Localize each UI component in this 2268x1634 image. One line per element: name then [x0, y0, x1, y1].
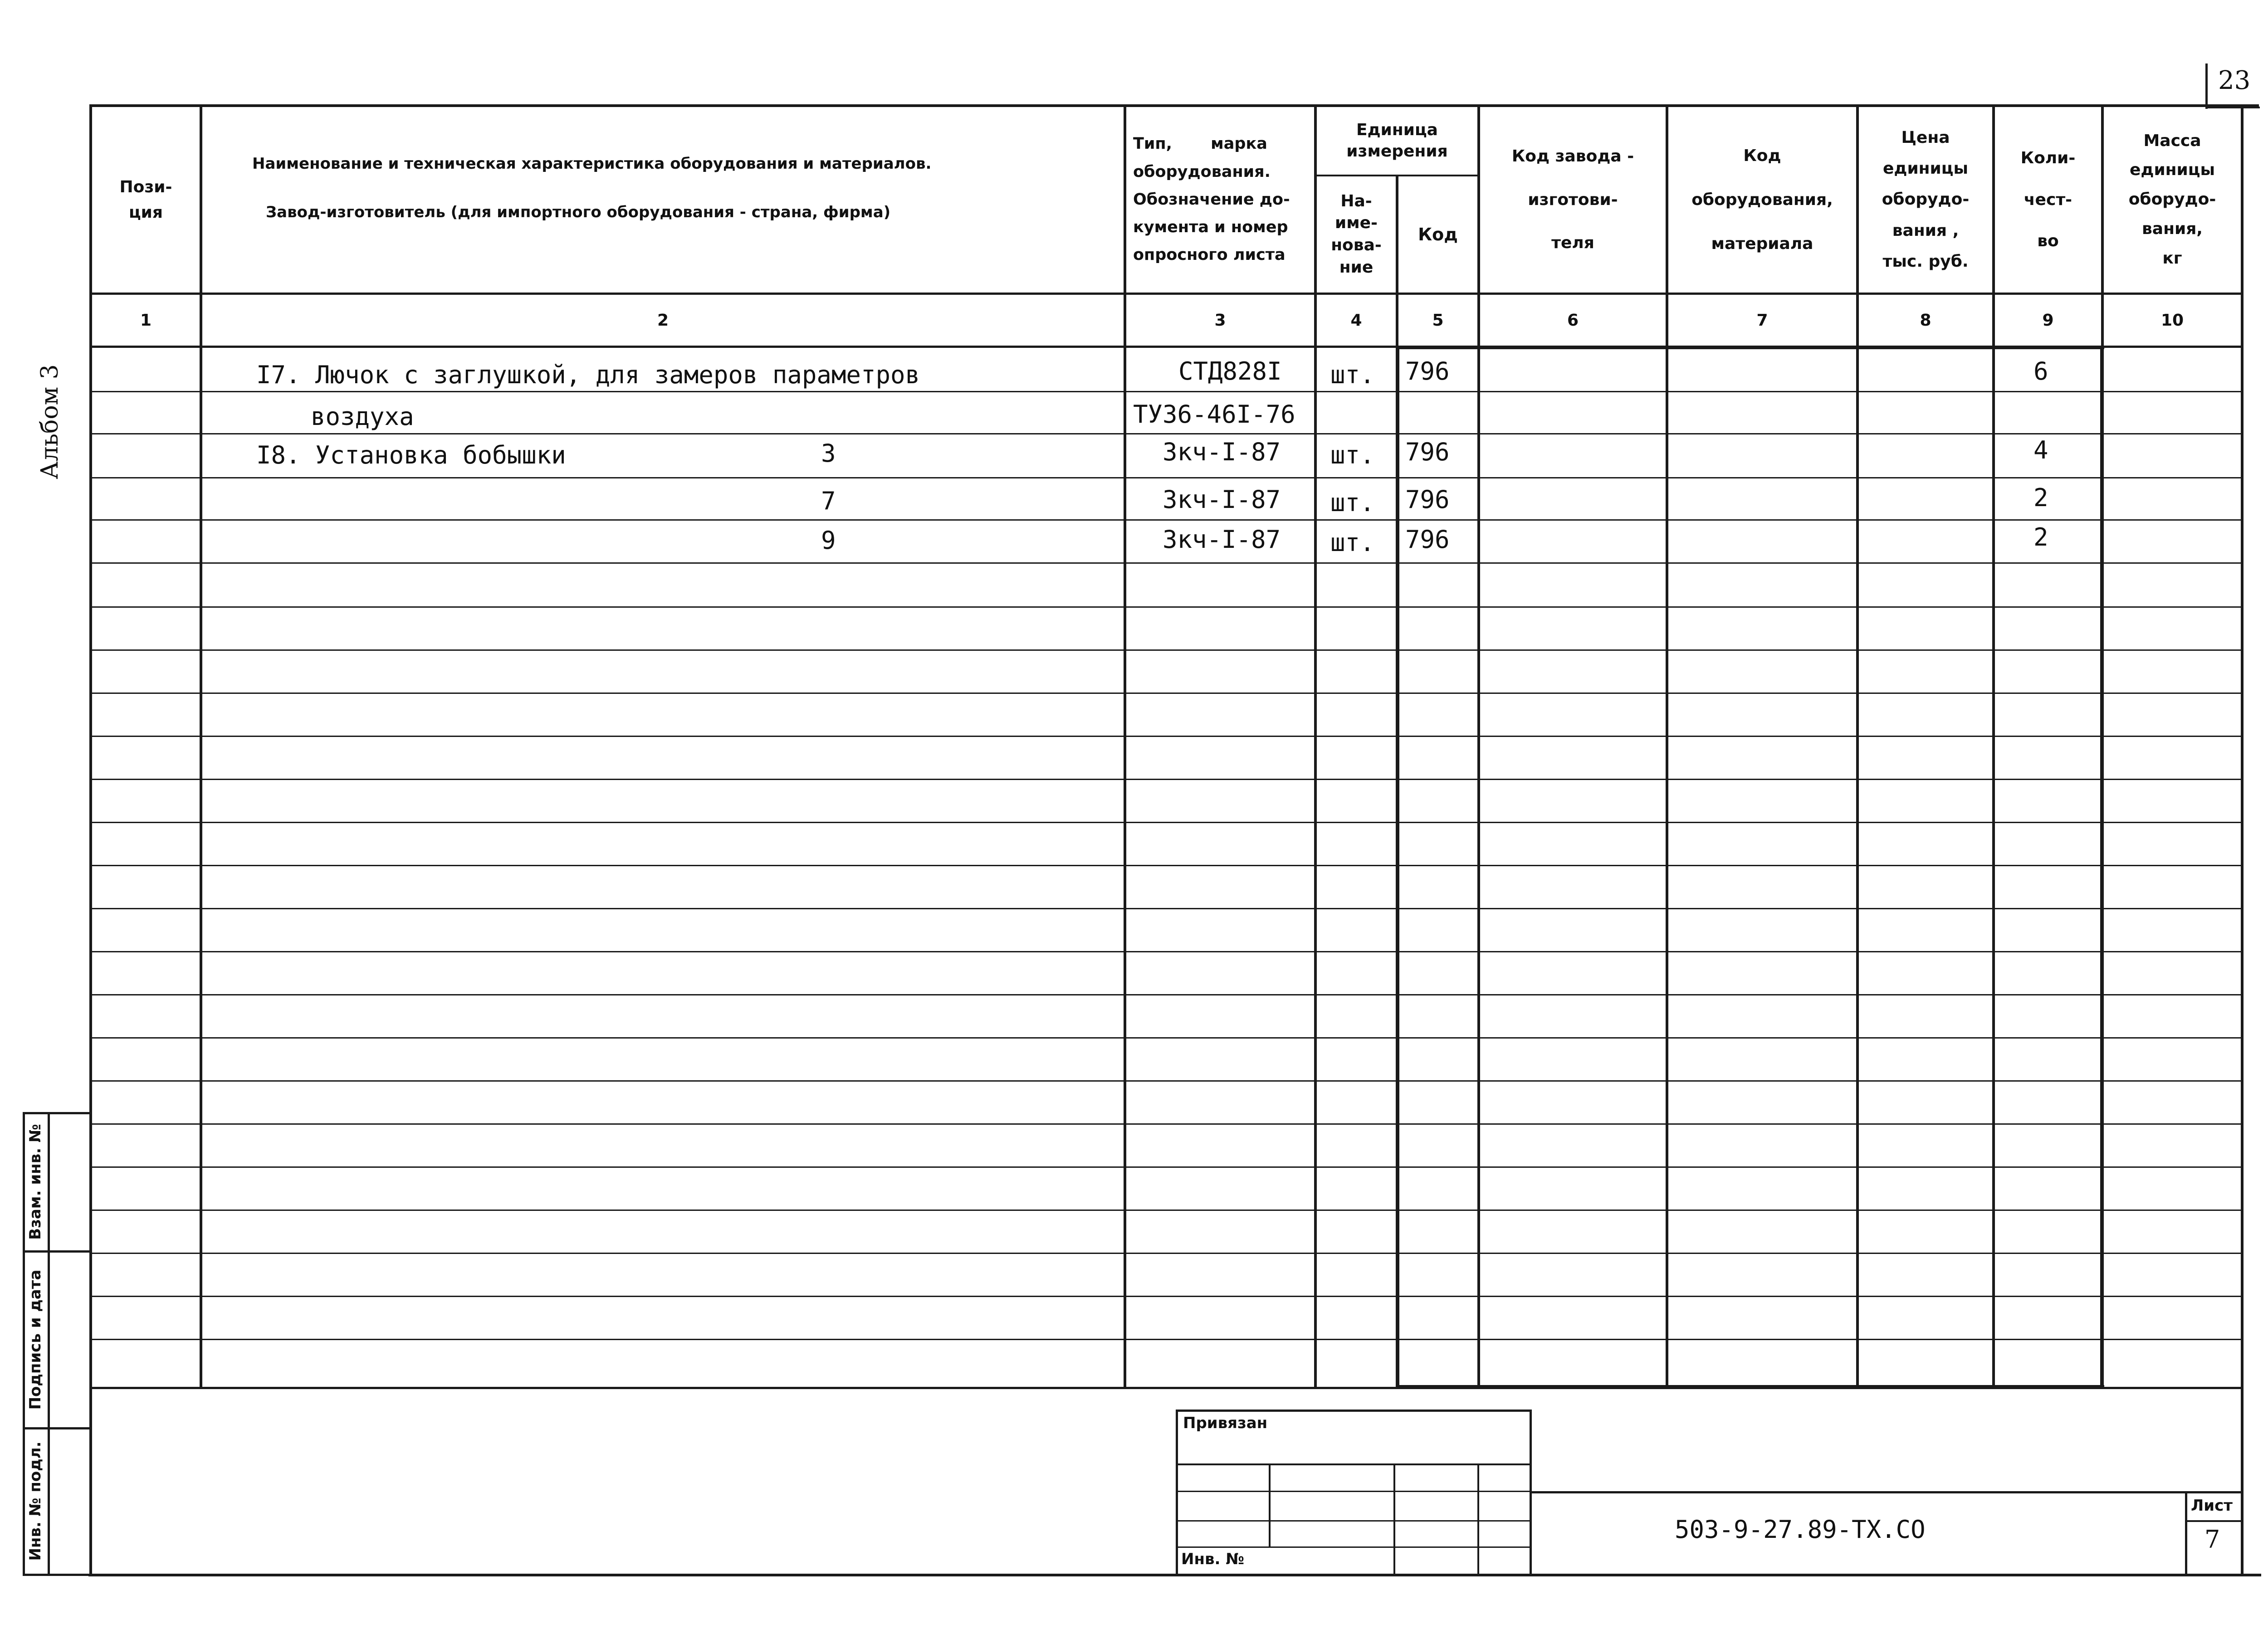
item-unit-code: 796 [1405, 357, 1450, 385]
column-number: 2 [657, 311, 669, 330]
column-number: 6 [1567, 311, 1579, 330]
item-name: I8. Установка бобышки [256, 441, 566, 469]
inv-no-label: Инв. № [1181, 1550, 1245, 1568]
stamp-podpis-data: Подпись и дата [26, 1269, 44, 1410]
item-subposition: 3 [821, 439, 836, 468]
column-number: 10 [2160, 311, 2184, 330]
item-subposition: 7 [821, 487, 836, 515]
header-price: Цена единицы оборудо- вания , тыс. руб. [1882, 128, 1970, 271]
item-type: 3кч-I-87 [1163, 525, 1281, 554]
item-type: 3кч-I-87 [1163, 485, 1281, 514]
item-unit: шт. [1330, 441, 1375, 469]
header-factory-code: Код завода - изготови- теля [1511, 147, 1634, 253]
item-unit: шт. [1330, 361, 1375, 389]
item-unit-code: 796 [1405, 485, 1450, 514]
item-type: СТД828I [1178, 357, 1282, 385]
item-quantity: 2 [2033, 523, 2048, 551]
page-number: 23 [2218, 66, 2251, 95]
item-subposition: 9 [821, 526, 836, 555]
item-unit: шт. [1330, 488, 1375, 517]
item-quantity: 6 [2033, 357, 2048, 385]
header-quantity: Коли- чест- во [2020, 148, 2076, 251]
item-quantity: 2 [2033, 483, 2048, 512]
column-number: 4 [1350, 311, 1362, 330]
header-name [202, 107, 1124, 293]
header-unit-name: На- име- нова- ние [1331, 191, 1382, 277]
column-number: 5 [1432, 311, 1444, 330]
header-position: Пози- ция [119, 177, 172, 222]
privyazan-label: Привязан [1183, 1414, 1268, 1432]
column-number: 3 [1214, 311, 1226, 330]
item-unit-code: 796 [1405, 438, 1450, 466]
item-type: 3кч-I-87 [1163, 438, 1281, 466]
item-type: ТУ36-46I-76 [1133, 400, 1295, 429]
header-name-line1: Наименование и техническая характеристика оборудования и материалов. [252, 155, 932, 173]
stamp-vzam-inv: Взам. инв. № [26, 1124, 44, 1240]
header-mass: Масса единицы оборудо- вания, кг [2128, 131, 2216, 268]
header-name-line2: Завод-изготовитель (для импортного оборудования - страна, фирма) [266, 203, 891, 221]
column-number: 7 [1756, 311, 1768, 330]
sheet-number: 7 [2204, 1525, 2220, 1554]
header-unit-code: Код [1418, 224, 1458, 244]
item-quantity: 4 [2033, 436, 2048, 464]
sheet-label: Лист [2191, 1497, 2233, 1515]
item-unit: шт. [1330, 528, 1375, 557]
album-label: Альбом 3 [36, 364, 64, 479]
column-number: 1 [140, 311, 152, 330]
column-number: 9 [2042, 311, 2054, 330]
item-unit-code: 796 [1405, 525, 1450, 554]
header-unit-group: Единица измерения [1346, 120, 1448, 161]
header-type: Тип, марка оборудования. Обозначение до- кумента и номер опросного листа [1133, 135, 1290, 264]
header-equipment-code: Код оборудования, материала [1691, 146, 1833, 254]
item-name: I7. Лючок с заглушкой, для замеров параметров [256, 361, 920, 389]
stamp-inv-podl: Инв. № подл. [26, 1441, 44, 1561]
document-code: 503-9-27.89-ТХ.СО [1675, 1515, 1926, 1544]
column-number: 8 [1920, 311, 1931, 330]
item-name: воздуха [311, 402, 414, 431]
